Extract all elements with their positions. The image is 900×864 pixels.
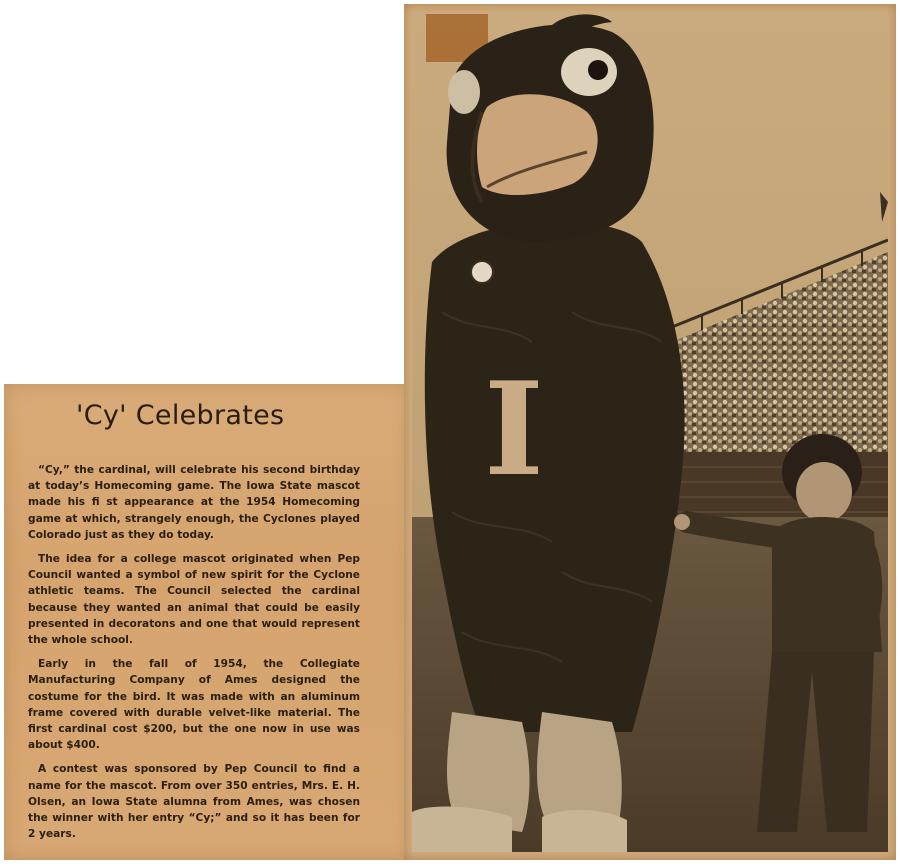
mascot-photo — [412, 12, 888, 852]
mascot-eye-left — [448, 70, 480, 114]
article-headline: 'Cy' Celebrates — [76, 400, 285, 431]
article-clipping — [4, 384, 410, 860]
photo-clipping — [404, 4, 896, 860]
article-body — [28, 462, 360, 850]
mascot-photo-illustration — [412, 12, 888, 852]
mascot-button-pin — [471, 261, 493, 283]
article-paragraph-3: Early in the fall of 1954, the Collegiate Manufacturing Company of Ames designed the costume for the bird. It was made with an aluminum frame covered with durable velvet-like material. The first cardinal cost $200, but the one now in use was about $400. — [28, 658, 360, 752]
sweater-letter: I — [484, 355, 544, 505]
article-paragraph-2: The idea for a college mascot originated when Pep Council wanted a symbol of new spirit for the Cyclone athletic teams. The Council selected the cardinal because they wanted an animal that could be easily presented in decoratons and one that would represent the whole school. — [28, 553, 360, 647]
article-paragraph-4: A contest was sponsored by Pep Council to find a name for the mascot. From over 350 entries, Mrs. E. H. Olsen, an Iowa State alumna from Ames, was chosen the winner with her entry “Cy;” and so it has been for 2 years. — [28, 763, 360, 841]
article-paragraph-1: “Cy,” the cardinal, will celebrate his second birthday at today’s Homecoming game. The Iowa State mascot made his fi st appearance at the 1954 Homecoming game at which, strangely enough, the Cyclones played Colorado just as they do today. — [28, 464, 360, 541]
